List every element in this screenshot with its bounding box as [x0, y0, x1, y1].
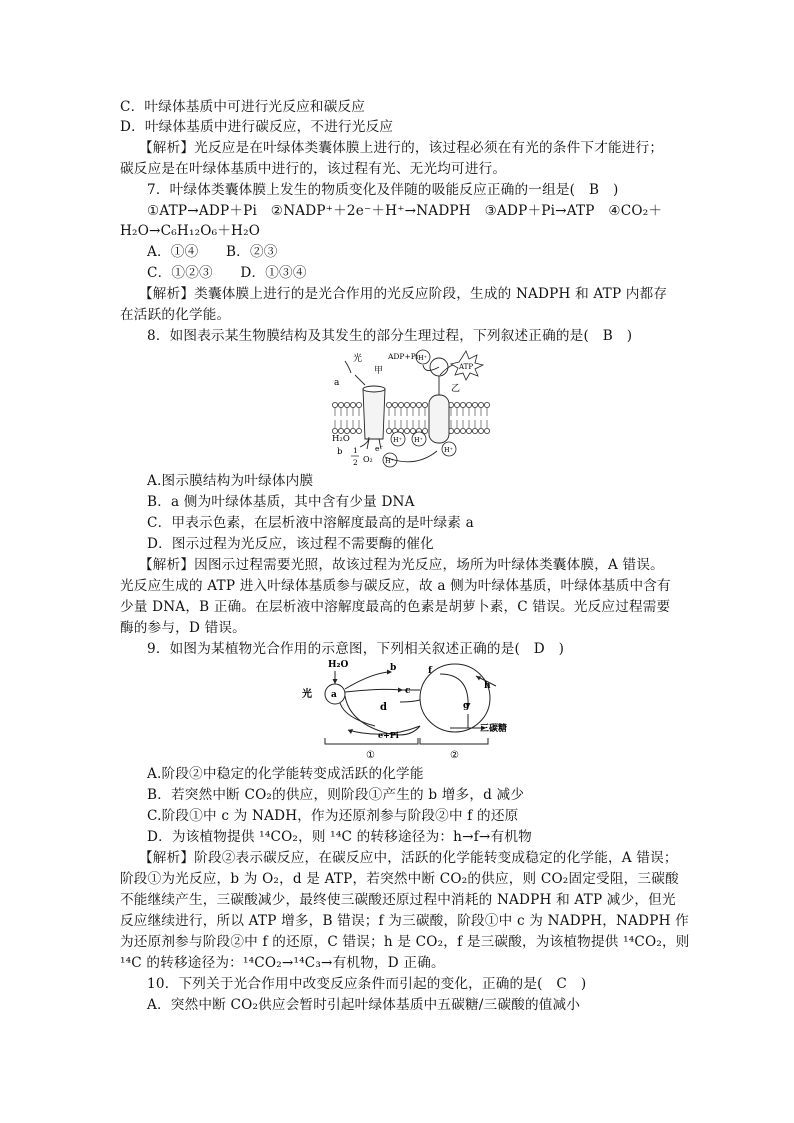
analysis-q7: 【解析】类囊体膜上进行的是光合作用的光反应阶段，生成的 NADPH 和 ATP 内都存 [139, 286, 668, 302]
label-g: g [463, 701, 470, 711]
label-stage-2: ② [450, 750, 459, 761]
label-light: 光 [353, 354, 363, 364]
analysis-q8-l3: 少量 DNA，B 正确。在层析液中溶解度最高的色素是胡萝卜素，C 错误。光反应过程需要 [120, 599, 671, 615]
bilayer-top [332, 402, 489, 407]
analysis-q9-l3: 不能继续产生，三碳酸减少，最终使三碳酸还原过程中消耗的 NADPH 和 ATP 减少，但光 [120, 892, 676, 908]
label-b: b [337, 447, 343, 457]
label-h-4: H⁺ [444, 446, 454, 454]
label-h: h [484, 681, 491, 691]
label-o2: O₂ [363, 455, 373, 464]
path-to-b [345, 672, 388, 689]
analysis-q9-l5: 为还原剂参与阶段②中 f 的还原，C 错误；h 是 CO₂，f 是三碳酸，为该植物提供 ¹⁴CO₂，则 [120, 934, 690, 950]
analysis-q9-l2: 阶段①为光反应，b 为 O₂，d 是 ATP，若突然中断 CO₂的供应，则 CO₂固定受阻，三碳酸 [120, 871, 679, 887]
analysis-q6: 【解析】光反应是在叶绿体类囊体膜上进行的，该过程必须在有光的条件下才能进行； [139, 140, 664, 156]
q7-options-cd: C．①②③ D．①③④ [147, 265, 307, 281]
path-to-c [345, 689, 400, 692]
q9-option-d: D．为该植物提供 ¹⁴CO₂，则 ¹⁴C 的转移途径为：h→f→有机物 [147, 829, 532, 845]
label-jia: 甲 [374, 366, 384, 376]
label-half-num: 1 [353, 446, 358, 455]
q9-option-b: B．若突然中断 CO₂的供应，则阶段①产生的 b 增多，d 减少 [147, 787, 525, 803]
label-b: b [390, 663, 397, 673]
q9-option-c: C.阶段①中 c 为 NADH，作为还原剂参与阶段②中 f 的还原 [147, 808, 519, 824]
label-e: e⁻ [375, 444, 384, 453]
analysis-q9-l6: ¹⁴C 的转移途径为：¹⁴CO₂→¹⁴C₃→有机物，D 正确。 [120, 955, 445, 971]
label-a: a [331, 690, 337, 700]
label-half-den: 2 [353, 458, 358, 467]
photosynthesis-figure [300, 656, 525, 764]
option-d-q6: D．叶绿体基质中进行碳反应，不进行光反应 [120, 119, 394, 135]
label-sugar: 三碳糖 [480, 724, 508, 734]
label-light: 光 [302, 689, 312, 700]
label-c: c [405, 686, 411, 696]
label-h2o: H₂O [332, 434, 350, 444]
label-d: d [380, 702, 387, 713]
label-atp: ATP [459, 363, 474, 371]
label-f: f [428, 666, 432, 676]
protein-yi [429, 358, 449, 443]
question-7: 7．叶绿体类囊体膜上发生的物质变化及伴随的吸能反应正确的一组是( B ) [147, 182, 619, 198]
label-adp-pi: ADP+Pi [388, 352, 419, 361]
label-a: a [334, 378, 340, 388]
analysis-q9: 【解析】阶段②表示碳反应，在碳反应中，活跃的化学能转变成稳定的化学能，A 错误； [139, 850, 678, 866]
question-9: 9．如图为某植物光合作用的示意图，下列相关叙述正确的是( D ) [147, 641, 565, 657]
question-10: 10．下列关于光合作用中改变反应条件而引起的变化，正确的是( C ) [147, 976, 587, 992]
q8-option-a: A.图示膜结构为叶绿体内膜 [147, 473, 314, 489]
q7-options-ab: A．①④ B．②③ [147, 244, 278, 260]
q8-option-d: D．图示过程为光反应，该过程不需要酶的催化 [147, 536, 434, 552]
label-h2o: H₂O [328, 660, 349, 670]
q9-option-a: A.阶段②中稳定的化学能转变成活跃的化学能 [147, 766, 424, 782]
analysis-q8-l4: 酶的参与，D 错误。 [120, 620, 246, 636]
question-8: 8．如图表示某生物膜结构及其发生的部分生理过程，下列叙述正确的是( B ) [147, 328, 633, 344]
q7-reactions-cont: H₂O→C₆H₁₂O₆＋H₂O [120, 223, 261, 239]
label-h-2: H⁺ [414, 436, 424, 444]
analysis-q9-l4: 反应继续进行，所以 ATP 增多，B 错误；f 为三碳酸，阶段①中 c 为 NADPH，NADPH 作 [120, 913, 689, 929]
label-yi: 乙 [451, 384, 461, 394]
analysis-q7-cont: 在活跃的化学能。 [120, 307, 231, 323]
label-h-3: H⁺ [385, 457, 395, 465]
analysis-q8-l2: 光反应生成的 ATP 进入叶绿体基质参与碳反应，故 a 侧为叶绿体基质，叶绿体基质中含有 [120, 578, 671, 594]
option-c-q6: C．叶绿体基质中可进行光反应和碳反应 [120, 99, 366, 115]
protein-jia [363, 386, 385, 449]
q8-option-b: B．a 侧为叶绿体基质，其中含有少量 DNA [147, 494, 415, 510]
label-h-top: H⁺ [418, 354, 428, 362]
q10-option-a: A．突然中断 CO₂供应会暂时引起叶绿体基质中五碳糖/三碳酸的值减小 [147, 997, 581, 1013]
q7-reactions: ①ATP→ADP＋Pi ②NADP⁺＋2e⁻＋H⁺→NADPH ③ADP＋Pi→ATP ④CO₂＋ [147, 203, 663, 219]
membrane-figure [325, 347, 495, 472]
analysis-q6-cont: 碳反应是在叶绿体基质中进行的，该过程有光、无光均可进行。 [120, 161, 507, 177]
label-h-1: H⁺ [393, 436, 403, 444]
bilayer-bottom [332, 428, 489, 433]
label-e-pi: e+Pi [378, 730, 399, 740]
label-stage-1: ① [366, 750, 375, 761]
q8-option-c: C．甲表示色素，在层析液中溶解度最高的是叶绿素 a [147, 515, 474, 531]
analysis-q8: 【解析】因图示过程需要光照，故该过程为光反应，场所为叶绿体类囊体膜，A 错误。 [139, 557, 664, 573]
